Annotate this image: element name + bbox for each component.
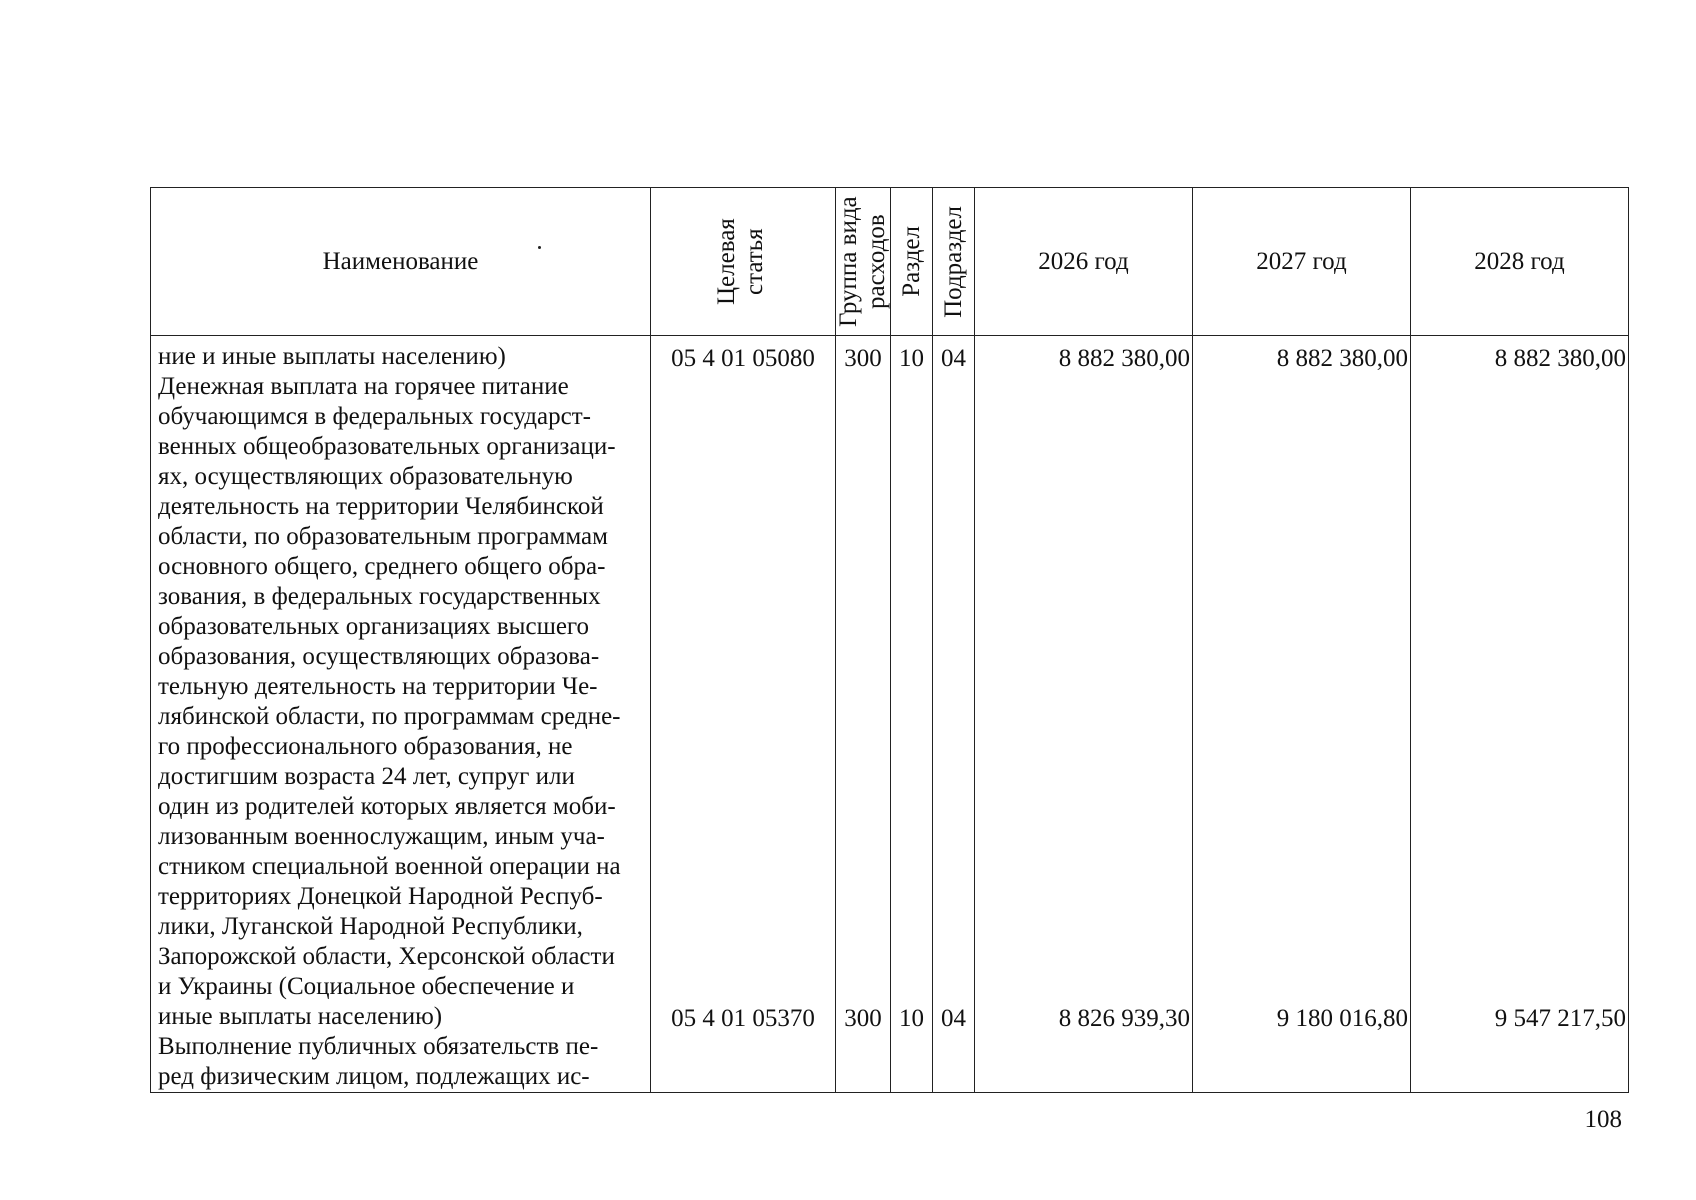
name-line: территориях Донецкой Народной Респуб- bbox=[158, 883, 603, 910]
name-line: го профессионального образования, не bbox=[158, 733, 573, 760]
target-code: 05 4 01 05080 bbox=[671, 345, 815, 372]
name-line: и Украины (Социальное обеспечение и bbox=[158, 973, 575, 1000]
name-line: венных общеобразовательных организаци- bbox=[158, 433, 616, 460]
amount-2026: 8 882 380,00 bbox=[1058, 345, 1190, 372]
name-line: области, по образовательным программам bbox=[158, 523, 608, 550]
name-line: иные выплаты населению) bbox=[158, 1003, 443, 1030]
name-line: ях, осуществляющих образовательную bbox=[158, 463, 573, 490]
name-line: основного общего, среднего общего обра- bbox=[158, 553, 606, 580]
name-line: достигшим возраста 24 лет, супруг или bbox=[158, 763, 575, 790]
name-line: Выполнение публичных обязательств пе- bbox=[158, 1033, 599, 1060]
amount-2028: 8 882 380,00 bbox=[1494, 345, 1626, 372]
amount-2027: 8 882 380,00 bbox=[1276, 345, 1408, 372]
header-row bbox=[151, 188, 1629, 336]
name-line: лики, Луганской Народной Республики, bbox=[158, 913, 583, 940]
header-name: Наименование bbox=[151, 188, 651, 336]
header-subsection bbox=[933, 188, 975, 336]
target-cell bbox=[651, 336, 836, 1093]
name-cell bbox=[151, 336, 651, 1093]
name-line: обучающимся в федеральных государст- bbox=[158, 403, 591, 430]
subsection-code: 04 bbox=[941, 1005, 966, 1032]
page-number: 108 bbox=[1584, 1106, 1622, 1133]
header-target bbox=[651, 188, 836, 336]
name-line: лябинской области, по программам средне- bbox=[158, 703, 621, 730]
section-cell bbox=[891, 336, 933, 1093]
header-subsection-text: Подраздел bbox=[939, 205, 967, 318]
name-line: ние и иные выплаты населению) bbox=[158, 343, 506, 370]
section-code: 10 bbox=[899, 345, 924, 372]
name-line: Денежная выплата на горячее питание bbox=[158, 373, 569, 400]
name-line: один из родителей которых является моби- bbox=[158, 793, 616, 820]
amount-2027-cell bbox=[1193, 336, 1411, 1093]
amount-2026-cell bbox=[975, 336, 1193, 1093]
subsection-code: 04 bbox=[941, 345, 966, 372]
group-cell bbox=[836, 336, 891, 1093]
header-section bbox=[891, 188, 933, 336]
header-group bbox=[836, 188, 891, 336]
header-group-text: Группа вида расходов bbox=[835, 196, 890, 327]
group-code: 300 bbox=[844, 345, 882, 372]
name-line: стником специальной военной операции на bbox=[158, 853, 621, 880]
section-code: 10 bbox=[899, 1005, 924, 1032]
name-line: ред физическим лицом, подлежащих ис- bbox=[158, 1063, 590, 1090]
subsection-cell bbox=[933, 336, 975, 1093]
table-row bbox=[151, 336, 1629, 1093]
amount-2028-cell bbox=[1411, 336, 1629, 1093]
name-line: деятельность на территории Челябинской bbox=[158, 493, 604, 520]
amount-2026: 8 826 939,30 bbox=[1058, 1005, 1190, 1032]
header-2026: 2026 год bbox=[975, 188, 1193, 336]
amount-2028: 9 547 217,50 bbox=[1494, 1005, 1626, 1032]
group-code: 300 bbox=[844, 1005, 882, 1032]
name-line: образования, осуществляющих образова- bbox=[158, 643, 600, 670]
name-line: лизованным военнослужащим, иным уча- bbox=[158, 823, 605, 850]
name-line: Запорожской области, Херсонской области bbox=[158, 943, 615, 970]
target-code: 05 4 01 05370 bbox=[671, 1005, 815, 1032]
budget-table bbox=[150, 187, 1629, 1093]
amount-2027: 9 180 016,80 bbox=[1276, 1005, 1408, 1032]
name-line: тельную деятельность на территории Че- bbox=[158, 673, 598, 700]
header-target-text: Целевая статья bbox=[713, 218, 768, 305]
name-line: образовательных организациях высшего bbox=[158, 613, 590, 640]
header-2028: 2028 год bbox=[1411, 188, 1629, 336]
header-2027: 2027 год bbox=[1193, 188, 1411, 336]
name-line: зования, в федеральных государственных bbox=[158, 583, 601, 610]
header-section-text: Раздел bbox=[897, 226, 925, 297]
